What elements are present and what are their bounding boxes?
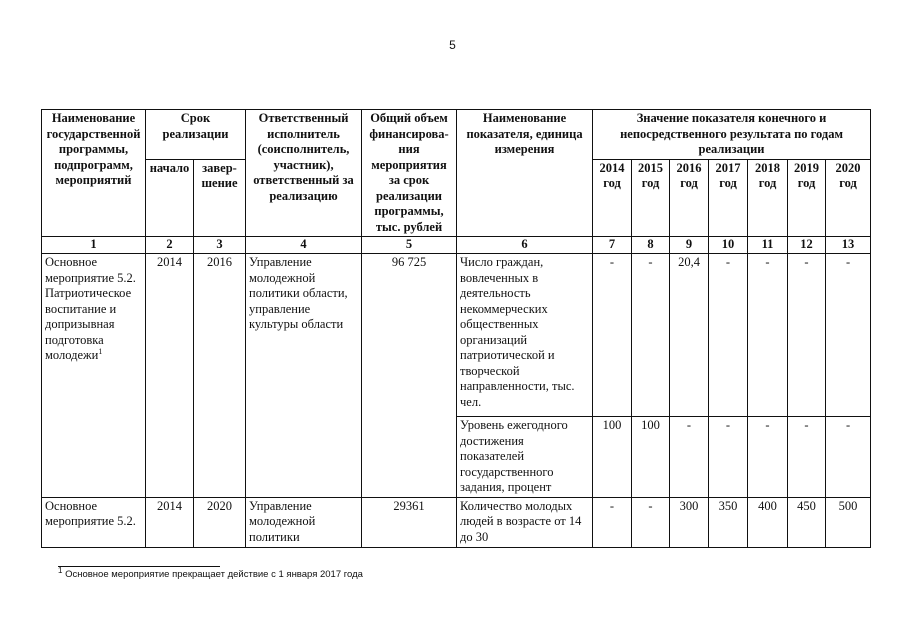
indicator-value: 400 [748,497,788,547]
indicator-value: - [632,497,670,547]
column-number: 1 [42,237,146,254]
indicator-value: - [670,417,709,498]
table-row [42,497,871,547]
indicator-name: Число граждан, вовлеченных в деятельность некоммерческих общественных организаций патриотической и творческой направленности, тыс. чел. [457,254,593,417]
indicator-value: 300 [670,497,709,547]
column-number: 9 [670,237,709,254]
executor: Управление молодежной политики [246,497,362,547]
indicator-table [41,109,871,548]
indicator-value: - [826,417,871,498]
indicator-name: Уровень ежегодного достижения показателей государственного задания, процент [457,417,593,498]
column-number: 8 [632,237,670,254]
column-number: 3 [194,237,246,254]
header-values: Значение показателя конечного и непосредственного результата по годам реализации [593,110,871,160]
header-end: завер-шение [194,159,246,236]
header-year: 2019 год [788,159,826,236]
column-number: 4 [246,237,362,254]
header-start: начало [146,159,194,236]
header-program-name: Наименование государственной программы, подпрограмм, мероприятий [42,110,146,237]
executor: Управление молодежной политики области, управление культуры области [246,254,362,498]
header-year: 2018 год [748,159,788,236]
measure-name-cell [42,254,146,498]
header-executor: Ответственный исполнитель (соисполнитель, участник), ответственный за реализацию [246,110,362,237]
table-row [42,254,871,417]
indicator-value: 100 [632,417,670,498]
measure-name: Основное мероприятие 5.2. Патриотическое воспитание и допризывная подготовка молодежи [45,255,136,362]
header-term: Срок реализации [146,110,246,160]
indicator-value: - [788,417,826,498]
column-number: 12 [788,237,826,254]
indicator-name: Количество молодых людей в возрасте от 14 до 30 [457,497,593,547]
indicator-value: 100 [593,417,632,498]
indicator-value: - [632,254,670,417]
column-number: 5 [362,237,457,254]
footnote-text: Основное мероприятие прекращает действие с 1 января 2017 года [65,569,363,580]
indicator-value: 500 [826,497,871,547]
header-year: 2014 год [593,159,632,236]
header-year: 2017 год [709,159,748,236]
header-funding: Общий объем финансирова-ния мероприятия за срок реализации программы, тыс. рублей [362,110,457,237]
footnote [58,565,363,580]
indicator-value: - [593,254,632,417]
indicator-value: - [748,417,788,498]
column-number: 11 [748,237,788,254]
end-year: 2020 [194,497,246,547]
footnote-divider [58,566,220,567]
indicator-value: - [709,417,748,498]
indicator-value: - [709,254,748,417]
start-year: 2014 [146,254,194,498]
footnote-ref: 1 [98,346,103,356]
header-year: 2016 год [670,159,709,236]
column-number: 6 [457,237,593,254]
header-indicator: Наименование показателя, единица измерения [457,110,593,237]
column-number: 10 [709,237,748,254]
indicator-value: - [788,254,826,417]
footnote-mark: 1 [58,565,63,575]
measure-name: Основное мероприятие 5.2. [42,497,146,547]
column-number: 2 [146,237,194,254]
indicator-value: 20,4 [670,254,709,417]
indicator-value: 450 [788,497,826,547]
indicator-value: 350 [709,497,748,547]
column-number: 7 [593,237,632,254]
funding: 96 725 [362,254,457,498]
funding: 29361 [362,497,457,547]
start-year: 2014 [146,497,194,547]
header-year: 2020 год [826,159,871,236]
indicator-value: - [593,497,632,547]
header-year: 2015 год [632,159,670,236]
end-year: 2016 [194,254,246,498]
page-number: 5 [449,38,456,52]
indicator-value: - [826,254,871,417]
column-number: 13 [826,237,871,254]
indicator-value: - [748,254,788,417]
